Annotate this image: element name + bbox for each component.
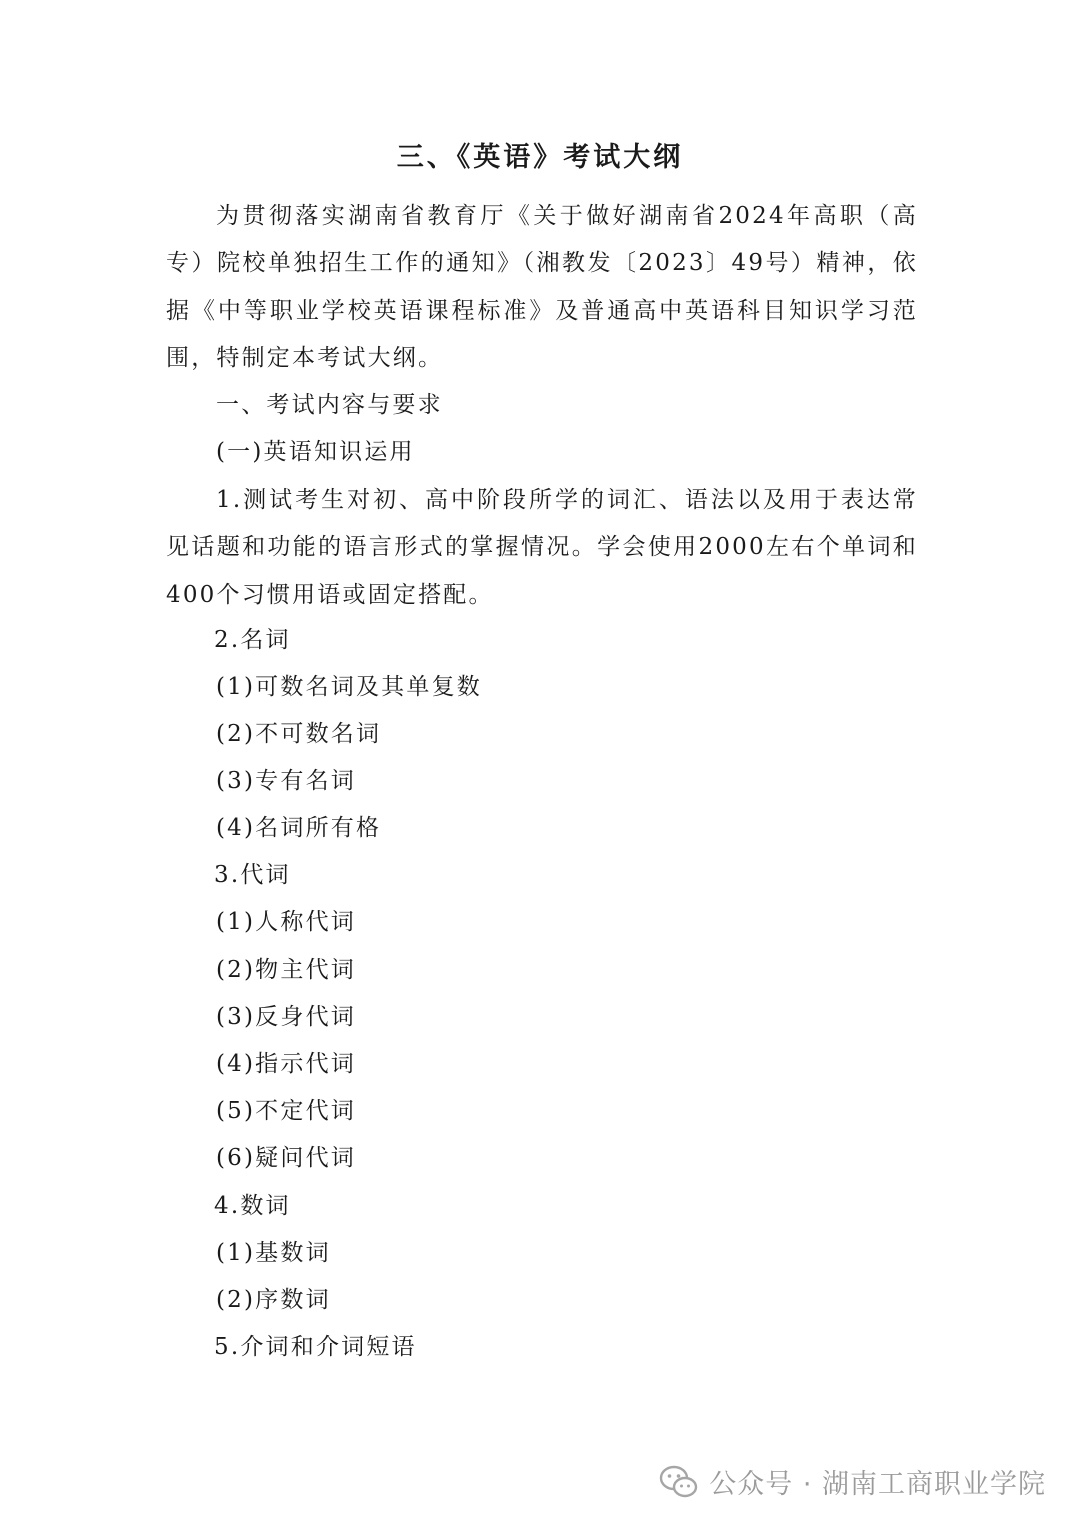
- subsection-heading: (一)英语知识运用: [216, 439, 415, 465]
- list-item: (2)不可数名词: [216, 721, 382, 747]
- list-item: (1)基数词: [216, 1240, 331, 1266]
- numerals-heading: 4.数词: [214, 1193, 291, 1219]
- watermark-text: 公众号 · 湖南工商职业学院: [709, 1469, 1046, 1500]
- section-heading: 一、考试内容与要求: [216, 392, 443, 418]
- list-item: (3)反身代词: [216, 1004, 356, 1030]
- list-item: (3)专有名词: [216, 768, 356, 794]
- watermark: [659, 1462, 1046, 1501]
- nouns-heading: 2.名词: [214, 627, 291, 653]
- list-item: (1)可数名词及其单复数: [216, 674, 482, 700]
- list-item: (4)指示代词: [216, 1051, 356, 1077]
- pronouns-heading: 3.代词: [214, 862, 291, 888]
- list-item: (2)序数词: [216, 1287, 331, 1313]
- list-item: (4)名词所有格: [216, 815, 382, 841]
- wechat-icon: [659, 1465, 699, 1499]
- item-1-paragraph: 1.测试考生对初、高中阶段所学的词汇、语法以及用于表达常见话题和功能的语言形式的掌握情况。学会使用2000左右个单词和400个习惯用语或固定搭配。: [166, 487, 918, 608]
- list-item: (5)不定代词: [216, 1098, 356, 1124]
- page-title: 三、《英语》考试大纲: [396, 142, 684, 173]
- prepositions-heading: 5.介词和介词短语: [214, 1334, 417, 1360]
- intro-paragraph: 为贯彻落实湖南省教育厅《关于做好湖南省2024年高职（高专）院校单独招生工作的通知》（湘教发〔2023〕49号）精神，依据《中等职业学校英语课程标准》及普通高中英语科目知识学习范围，特制定本考试大纲。: [166, 203, 918, 371]
- list-item: (6)疑问代词: [216, 1145, 356, 1171]
- list-item: (2)物主代词: [216, 957, 356, 983]
- list-item: (1)人称代词: [216, 909, 356, 935]
